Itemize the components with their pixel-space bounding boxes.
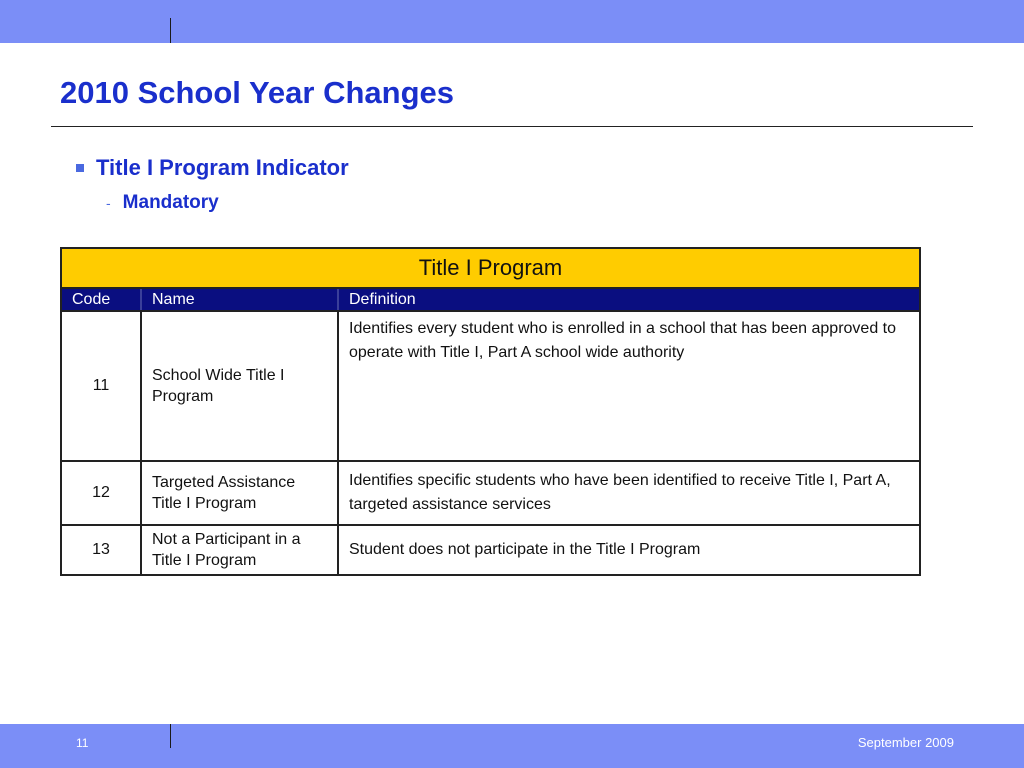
square-bullet-icon <box>76 164 84 172</box>
table-title: Title I Program <box>62 249 919 289</box>
cell-name: School Wide Title I Program <box>142 312 339 460</box>
sub-bullet-text: Mandatory <box>122 192 219 213</box>
header-definition: Definition <box>349 290 416 308</box>
sub-bullet-item-mandatory <box>106 192 219 214</box>
cell-definition: Identifies specific students who have been identified to receive Title I, Part A, targeted assistance services <box>349 472 891 513</box>
table-header-row <box>62 289 919 312</box>
cell-definition: Student does not participate in the Title I Program <box>349 541 701 558</box>
header-name: Name <box>142 289 339 310</box>
top-banner <box>0 0 1024 43</box>
top-divider <box>170 18 171 43</box>
dash-bullet-icon: - <box>106 195 111 211</box>
header-code: Code <box>62 289 142 310</box>
footer-banner <box>0 724 1024 768</box>
cell-name: Not a Participant in a Title I Program <box>142 526 339 574</box>
bullet-text: Title I Program Indicator <box>96 155 349 180</box>
table-row <box>62 312 919 462</box>
cell-code: 11 <box>62 312 142 460</box>
title-rule <box>51 126 973 127</box>
table-row <box>62 526 919 574</box>
bullet-item-title-i <box>76 155 349 181</box>
title-i-program-table <box>60 247 921 576</box>
footer-divider <box>170 724 171 748</box>
page-number: 11 <box>76 736 89 750</box>
cell-name: Targeted Assistance Title I Program <box>142 462 339 524</box>
table-row <box>62 462 919 526</box>
cell-definition: Identifies every student who is enrolled in a school that has been approved to operate with Title I, Part A school wide authority <box>349 320 897 361</box>
slide-title: 2010 School Year Changes <box>60 75 455 110</box>
cell-code: 13 <box>62 526 142 574</box>
footer-date: September 2009 <box>857 735 954 750</box>
cell-code: 12 <box>62 462 142 524</box>
